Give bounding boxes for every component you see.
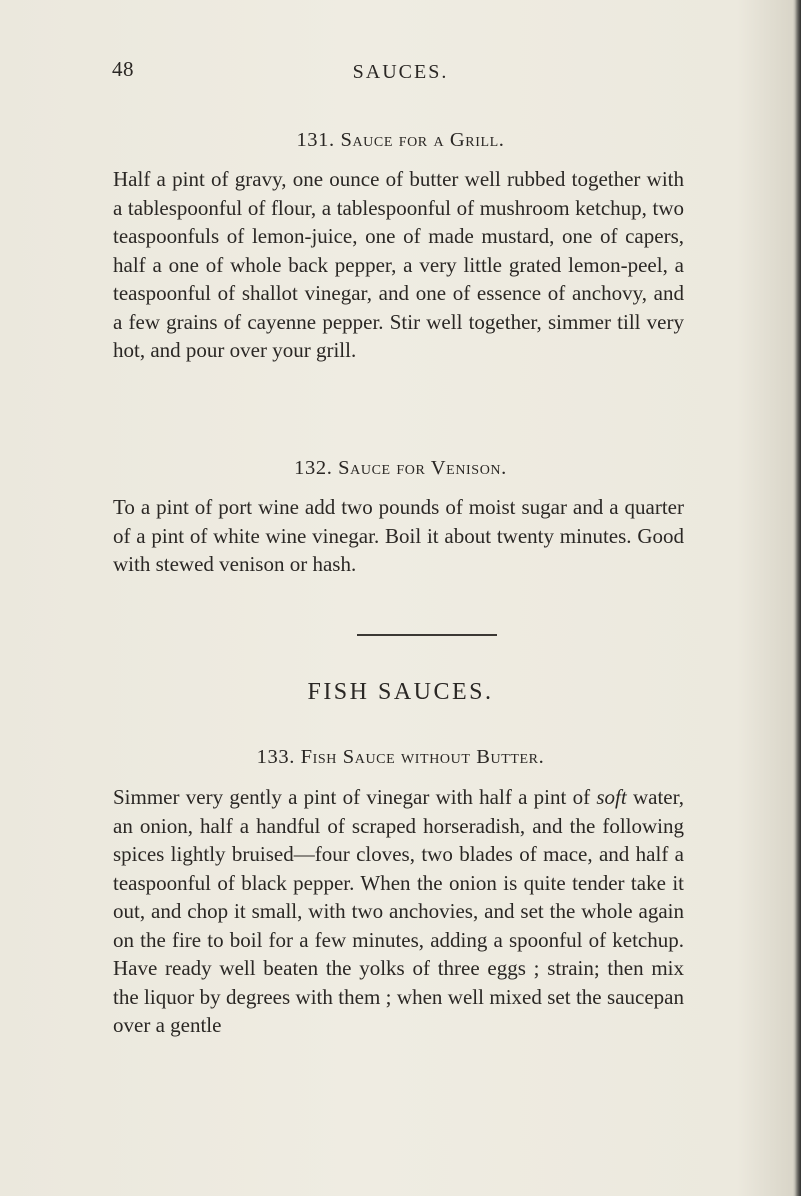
recipe-heading-132: 132. Sauce for Venison.: [294, 457, 507, 479]
recipe-heading-133: 133. Fish Sauce without Butter.: [256, 746, 545, 768]
recipe-text-131: Half a pint of gravy, one ounce of butter well rubbed together with a tablespoonful of flour, a tablespoonful of mushroom ketchup, two teaspoonfuls of lemon-juice, one of made mustard, one of capers, half a one of whole back pepper, a very little grated lemon-peel, a teaspoonful of shallot vinegar, and one of essence of anchovy, and a few grains of cayenne pepper. Stir well together, simmer till very hot, and pour over your grill.: [113, 167, 684, 362]
running-head: SAUCES.: [352, 61, 449, 83]
recipe-text-133-italic: soft: [596, 785, 627, 809]
page-header: [0, 57, 801, 91]
recipe-text-133-part2: water, an onion, half a handful of scraped horseradish, and the following spices lightly bruised—four cloves, two blades of mace, and half a teaspoonful of black pepper. When the onion is quite tender take it out, and chop it small, with two anchovies, and set the whole again on the fire to boil for a few minutes, adding a spoonful of ketchup. Have ready well beaten the yolks of three eggs ; strain; then mix the liquor by degrees with them ; when well mixed set the saucepan over a gentle: [113, 785, 685, 1037]
page-edge-shadow: [795, 0, 801, 1196]
recipe-text-133: [113, 783, 684, 1040]
section-divider: [357, 634, 497, 636]
recipe-text-133-part1: Simmer very gently a pint of vinegar with half a pint of: [113, 785, 597, 809]
recipe-heading-131: 131. Sauce for a Grill.: [296, 129, 505, 151]
recipe-text-132: To a pint of port wine add two pounds of moist sugar and a quarter of a pint of white wine vinegar. Boil it about twenty minutes. Good with stewed venison or hash.: [113, 495, 684, 576]
section-title: FISH SAUCES.: [307, 679, 494, 705]
page-number: 48: [112, 57, 134, 81]
